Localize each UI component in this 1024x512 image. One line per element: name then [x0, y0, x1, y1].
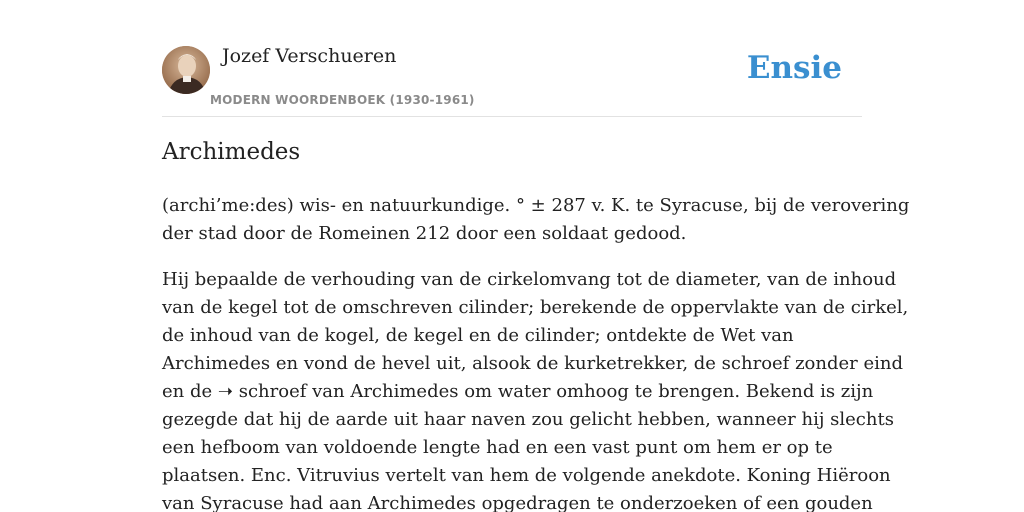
- author-avatar[interactable]: [162, 46, 210, 94]
- page-header: [162, 0, 862, 117]
- text-fragment: schroef van Archimedes om water omhoog te brengen. Bekend is zijn: [238, 381, 874, 402]
- text-line: van de kegel tot de omschreven cilinder; berekende de oppervlakte van de cirkel,: [162, 297, 909, 318]
- text-line: van Syracuse had aan Archimedes opgedragen te onderzoeken of een gouden: [162, 493, 873, 512]
- cross-reference-link[interactable]: [218, 381, 873, 402]
- text-fragment: en de: [162, 381, 213, 402]
- text-line: (archi’me:des) wis- en natuurkundige. ° ± 287 v. K. te Syracuse, bij de verovering: [162, 195, 910, 216]
- entry-title: Archimedes: [162, 139, 301, 165]
- text-line: de inhoud van de kogel, de kegel en de cilinder; ontdekte de Wet van: [162, 325, 794, 346]
- text-line: gezegde dat hij de aarde uit haar naven zou gelicht hebben, wanneer hij slechts: [162, 409, 894, 430]
- author-portrait-icon: [162, 46, 210, 94]
- brand-logo[interactable]: Ensie: [746, 50, 842, 86]
- text-line: Archimedes en vond de hevel uit, alsook de kurketrekker, de schroef zonder eind: [162, 353, 904, 374]
- text-line: plaatsen. Enc. Vitruvius vertelt van hem de volgende anekdote. Koning Hiëroon: [162, 465, 891, 486]
- paragraph-2: [162, 266, 909, 512]
- text-line-with-link: [162, 378, 874, 406]
- author-name[interactable]: Jozef Verschueren: [222, 45, 397, 67]
- source-label[interactable]: MODERN WOORDENBOEK (1930-1961): [210, 93, 475, 107]
- text-line: der stad door de Romeinen 212 door een soldaat gedood.: [162, 223, 687, 244]
- text-line: Hij bepaalde de verhouding van de cirkelomvang tot de diameter, van de inhoud: [162, 269, 897, 290]
- text-line: een hefboom van voldoende lengte had en een vast punt om hem er op te: [162, 437, 833, 458]
- paragraph-1: [162, 192, 910, 248]
- arrow-right-icon: ➝: [217, 381, 233, 402]
- entry-body: [162, 192, 910, 512]
